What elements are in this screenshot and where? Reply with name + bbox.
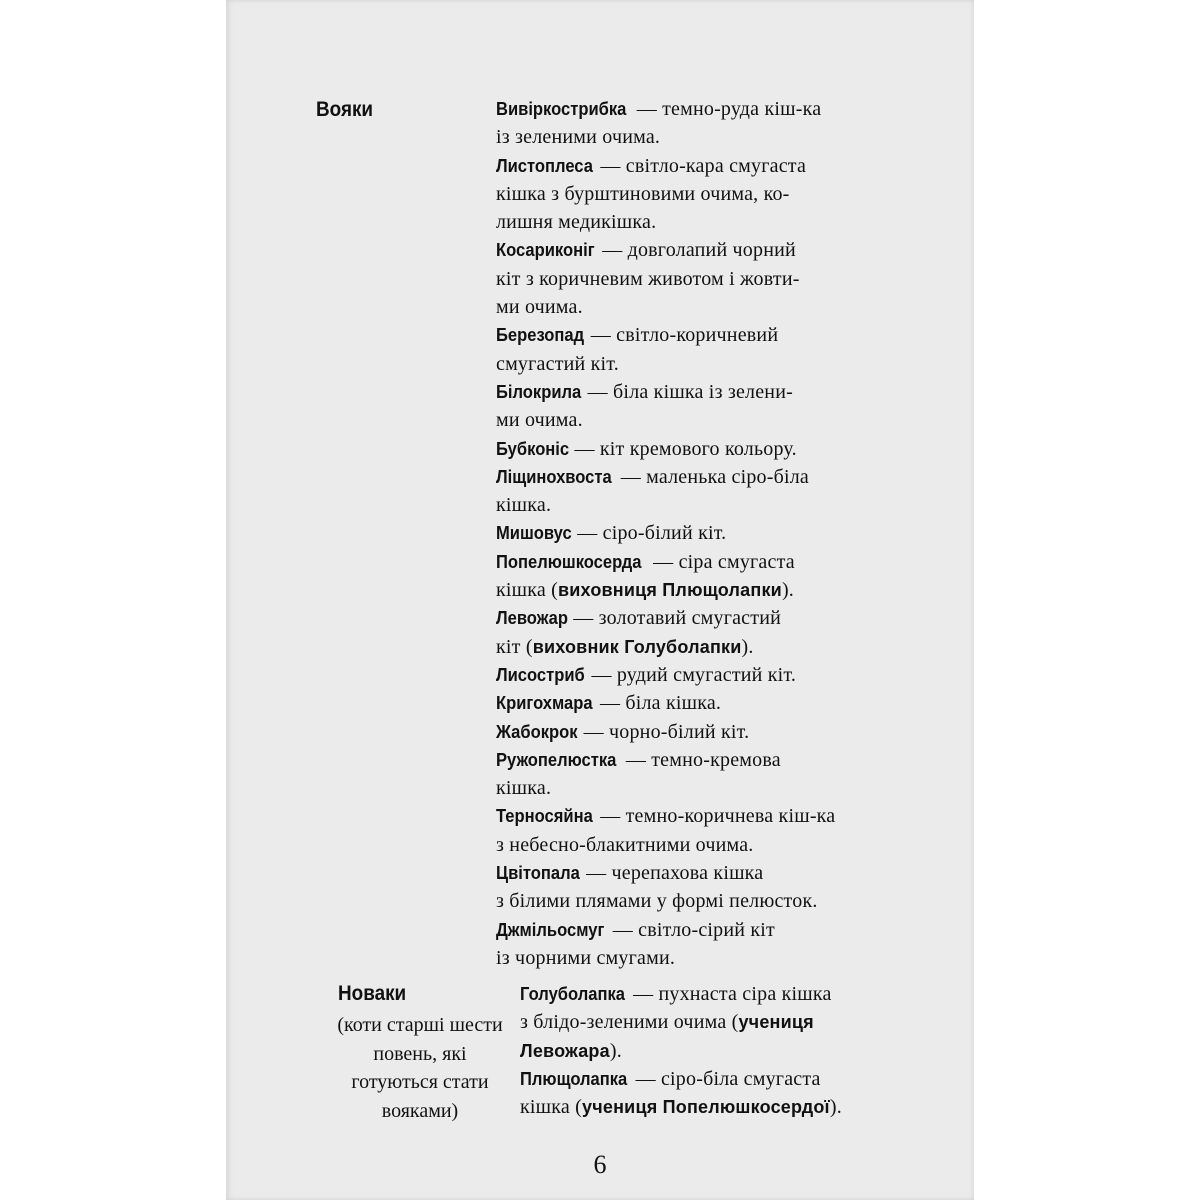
entry-highlight: учениця Попелюшкосердої <box>582 1097 830 1118</box>
entry-name: Жабокрок <box>496 721 578 742</box>
entry-description-line <box>520 1008 900 1036</box>
entry-description-line: лишня медикішка. <box>496 211 657 234</box>
entry <box>496 746 896 803</box>
entry <box>520 980 900 1065</box>
entry-description: — темно-руда кіш-ка <box>636 98 822 120</box>
entry-first-line <box>496 604 896 632</box>
entry-text: кіт ( <box>496 635 533 658</box>
entry-name: Вивіркострибка <box>496 99 627 119</box>
entry-first-line <box>496 378 896 406</box>
entry-first-line <box>496 802 896 830</box>
entry-first-line <box>496 519 896 547</box>
entry-description: — світло-сірий кіт <box>612 918 775 941</box>
entry-description: — світло-кара смугаста <box>600 154 807 177</box>
entry-text: ). <box>741 635 754 658</box>
entry-name: Ліщинохвоста <box>496 466 612 487</box>
entry-name: Листоплеса <box>496 155 593 176</box>
entry-text: з блідо-зеленими очима ( <box>520 1011 739 1034</box>
section-label-novaky <box>338 980 508 1125</box>
entry-description-line: кішка з бурштиновими очима, ко- <box>496 182 790 205</box>
entry-name: Левожар <box>496 608 568 629</box>
entry <box>496 604 896 661</box>
entry <box>496 661 896 689</box>
novaky-list <box>520 980 900 1121</box>
voyaky-list <box>496 95 896 972</box>
entry-name: Попелюшкосерда <box>496 551 642 572</box>
entry-first-line <box>496 916 896 944</box>
entry-text: ). <box>609 1039 622 1062</box>
entry-name: Лисостриб <box>496 664 585 685</box>
entry-description-line <box>496 576 896 604</box>
entry-description: — чорно-білий кіт. <box>583 720 750 743</box>
entry-first-line <box>496 661 896 689</box>
entry <box>496 916 896 973</box>
entry-first-line <box>520 980 900 1008</box>
entry-description: — сіро-білий кіт. <box>577 522 727 545</box>
entry-description-line <box>520 1093 900 1121</box>
entry-highlight: учениця <box>738 1012 814 1033</box>
entry-name: Білокрила <box>496 381 582 402</box>
entry-description-line: з небесно-блакитними очима. <box>496 833 754 856</box>
entry-name: Цвітопала <box>496 863 580 884</box>
entry-name: Плющолапка <box>520 1068 628 1089</box>
entry <box>496 519 896 547</box>
entry-description: — сіро-біла смугаста <box>635 1067 821 1090</box>
entry <box>496 236 896 321</box>
entry-text: ). <box>781 579 794 602</box>
entry-description: — сіра смугаста <box>653 550 795 573</box>
entry-first-line <box>496 859 896 887</box>
entry-first-line <box>520 1065 900 1093</box>
entry <box>496 435 896 463</box>
entry-description-line: ми очима. <box>496 296 583 319</box>
entry-name: Бубконіс <box>496 438 570 459</box>
entry-description: — довголапий чорний <box>602 239 796 262</box>
section-title-voyaky: Вояки <box>316 98 374 121</box>
entry-name: Терносяйна <box>496 806 593 827</box>
entry <box>520 1065 900 1122</box>
entry-first-line <box>496 463 896 491</box>
entry-description-line: із чорними смугами. <box>496 946 676 969</box>
entry-text: кішка ( <box>496 579 559 602</box>
entry <box>496 718 896 746</box>
entry-description: — біла кішка. <box>599 692 722 715</box>
entry-description: — черепахова кішка <box>586 862 764 885</box>
entry-text: кішка ( <box>520 1096 583 1119</box>
entry-first-line <box>496 548 896 576</box>
entry-first-line <box>496 236 896 264</box>
entry-description: — біла кішка із зелени- <box>587 380 793 403</box>
entry-name: Джмільосмуг <box>496 919 605 940</box>
entry-text: ). <box>829 1096 842 1119</box>
entry-description: — рудий смугастий кіт. <box>591 663 797 686</box>
entry-description-line: ми очима. <box>496 409 583 432</box>
entry-name: Ружопелюстка <box>496 749 617 770</box>
entry-description: — кіт кремового кольору. <box>574 437 797 460</box>
entry-description: — темно-кремова <box>625 748 781 771</box>
entry <box>496 152 896 237</box>
book-page <box>226 0 974 1200</box>
entry-first-line <box>496 95 896 123</box>
entry <box>496 689 896 717</box>
section-title-novaky: Новаки <box>338 982 407 1005</box>
entry-description: — маленька сіро-біла <box>620 465 809 488</box>
entry-description-line: кішка. <box>496 494 552 517</box>
entry-description: — світло-коричневий <box>590 324 779 347</box>
entry-description: — золотавий смугастий <box>573 607 782 630</box>
entry-first-line <box>496 321 896 349</box>
entry-description-line <box>496 633 896 661</box>
entry-highlight: Левожара <box>520 1040 610 1061</box>
section-label-voyaky <box>316 96 506 124</box>
entry <box>496 378 896 435</box>
entry-first-line <box>496 746 896 774</box>
entry-description: — темно-коричнева кіш-ка <box>600 805 836 828</box>
entry <box>496 95 896 152</box>
entry-description-line: смугастий кіт. <box>496 352 619 375</box>
entry-highlight: виховниця Плющолапки <box>558 580 782 601</box>
entry-highlight: виховник Голуболапки <box>532 636 742 657</box>
entry <box>496 802 896 859</box>
entry-first-line <box>496 718 896 746</box>
section-note-novaky: (коти старші шести повень, які готуються стати вояками) <box>337 1014 503 1122</box>
entry-name: Кригохмара <box>496 693 593 714</box>
entry-description-line: з білими плямами у формі пелюсток. <box>496 890 818 913</box>
entry <box>496 463 896 520</box>
entry-description-line <box>520 1037 900 1065</box>
entry-name: Березопад <box>496 325 585 346</box>
entry-first-line <box>496 435 896 463</box>
entry-name: Мишовус <box>496 523 572 544</box>
entry-description-line: із зеленими очима. <box>496 126 661 149</box>
entry-first-line <box>496 689 896 717</box>
entry-name: Косариконіг <box>496 240 595 261</box>
entry-description-line: кішка. <box>496 777 552 800</box>
entry <box>496 321 896 378</box>
page-number: 6 <box>593 1150 607 1179</box>
entry <box>496 859 896 916</box>
entry <box>496 548 896 605</box>
entry-first-line <box>496 152 896 180</box>
entry-name: Голуболапка <box>520 984 625 1004</box>
entry-description-line: кіт з коричневим животом і жовти- <box>496 267 800 290</box>
entry-description: — пухнаста сіра кішка <box>633 983 832 1005</box>
